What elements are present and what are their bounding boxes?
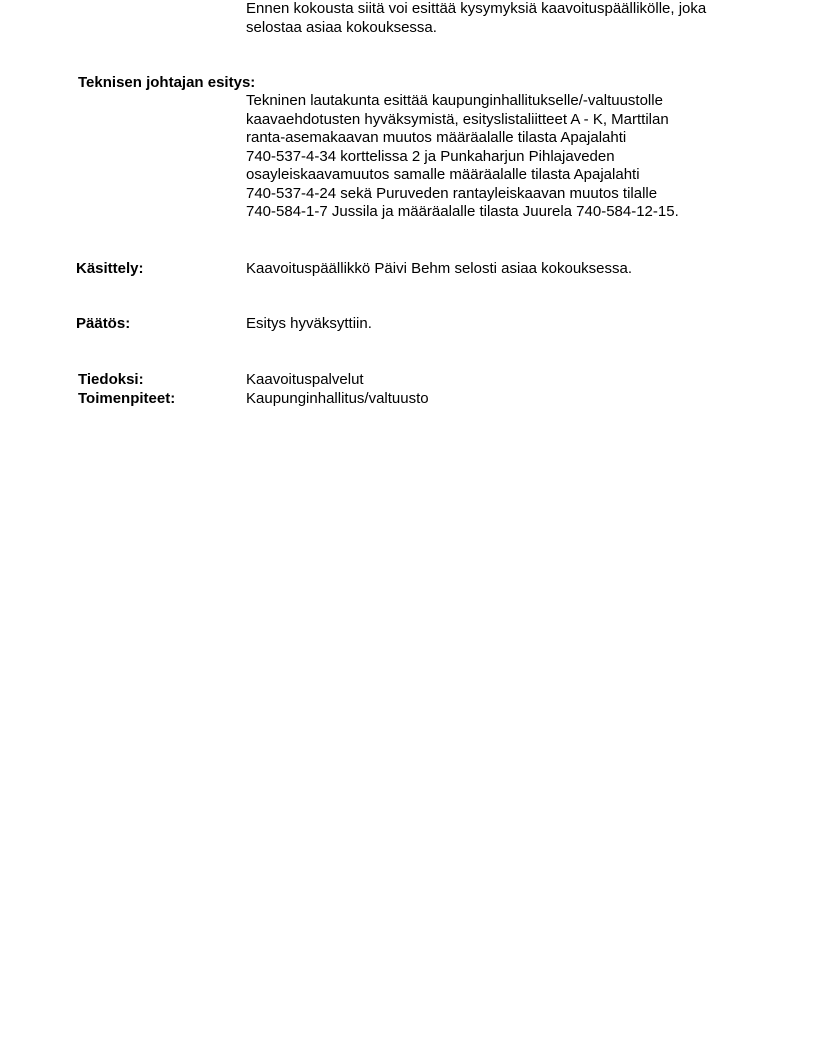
proposal-line: 740-537-4-34 korttelissa 2 ja Punkaharjun Pihlajaveden [246,147,615,165]
notice-label: Tiedoksi: [78,371,144,388]
decision-label: Päätös: [76,315,131,332]
proposal-line: kaavaehdotusten hyväksymistä, esityslistaliitteet A - K, Marttilan [246,110,669,128]
proposal-line: osayleiskaavamuutos samalle määräalalle tilasta Apajalahti [246,166,640,183]
handling-text: Kaavoituspäällikkö Päivi Behm selosti asiaa kokouksessa. [246,260,633,277]
proposal-line: Tekninen lautakunta esittää kaupunginhallitukselle/-valtuustolle [246,92,663,109]
proposal-label: Teknisen johtajan esitys: [78,74,256,91]
intro-line: Ennen kokousta siitä voi esittää kysymyksiä kaavoituspäällikölle, joka [246,0,707,17]
actions-label: Toimenpiteet: [78,390,176,407]
proposal-line: 740-584-1-7 Jussila ja määräalalle tilasta Juurela 740-584-12-15. [246,203,679,220]
actions-text: Kaupunginhallitus/valtuusto [246,390,429,407]
proposal-paragraph [246,92,766,222]
proposal-line: 740-537-4-24 sekä Puruveden rantayleiskaavan muutos tilalle [246,184,658,202]
handling-label: Käsittely: [76,260,144,277]
intro-paragraph [246,0,766,37]
intro-line: selostaa asiaa kokouksessa. [246,18,437,36]
notice-text: Kaavoituspalvelut [246,371,364,388]
proposal-line: ranta-asemakaavan muutos määräalalle tilasta Apajalahti [246,129,627,146]
decision-text: Esitys hyväksyttiin. [246,315,372,332]
